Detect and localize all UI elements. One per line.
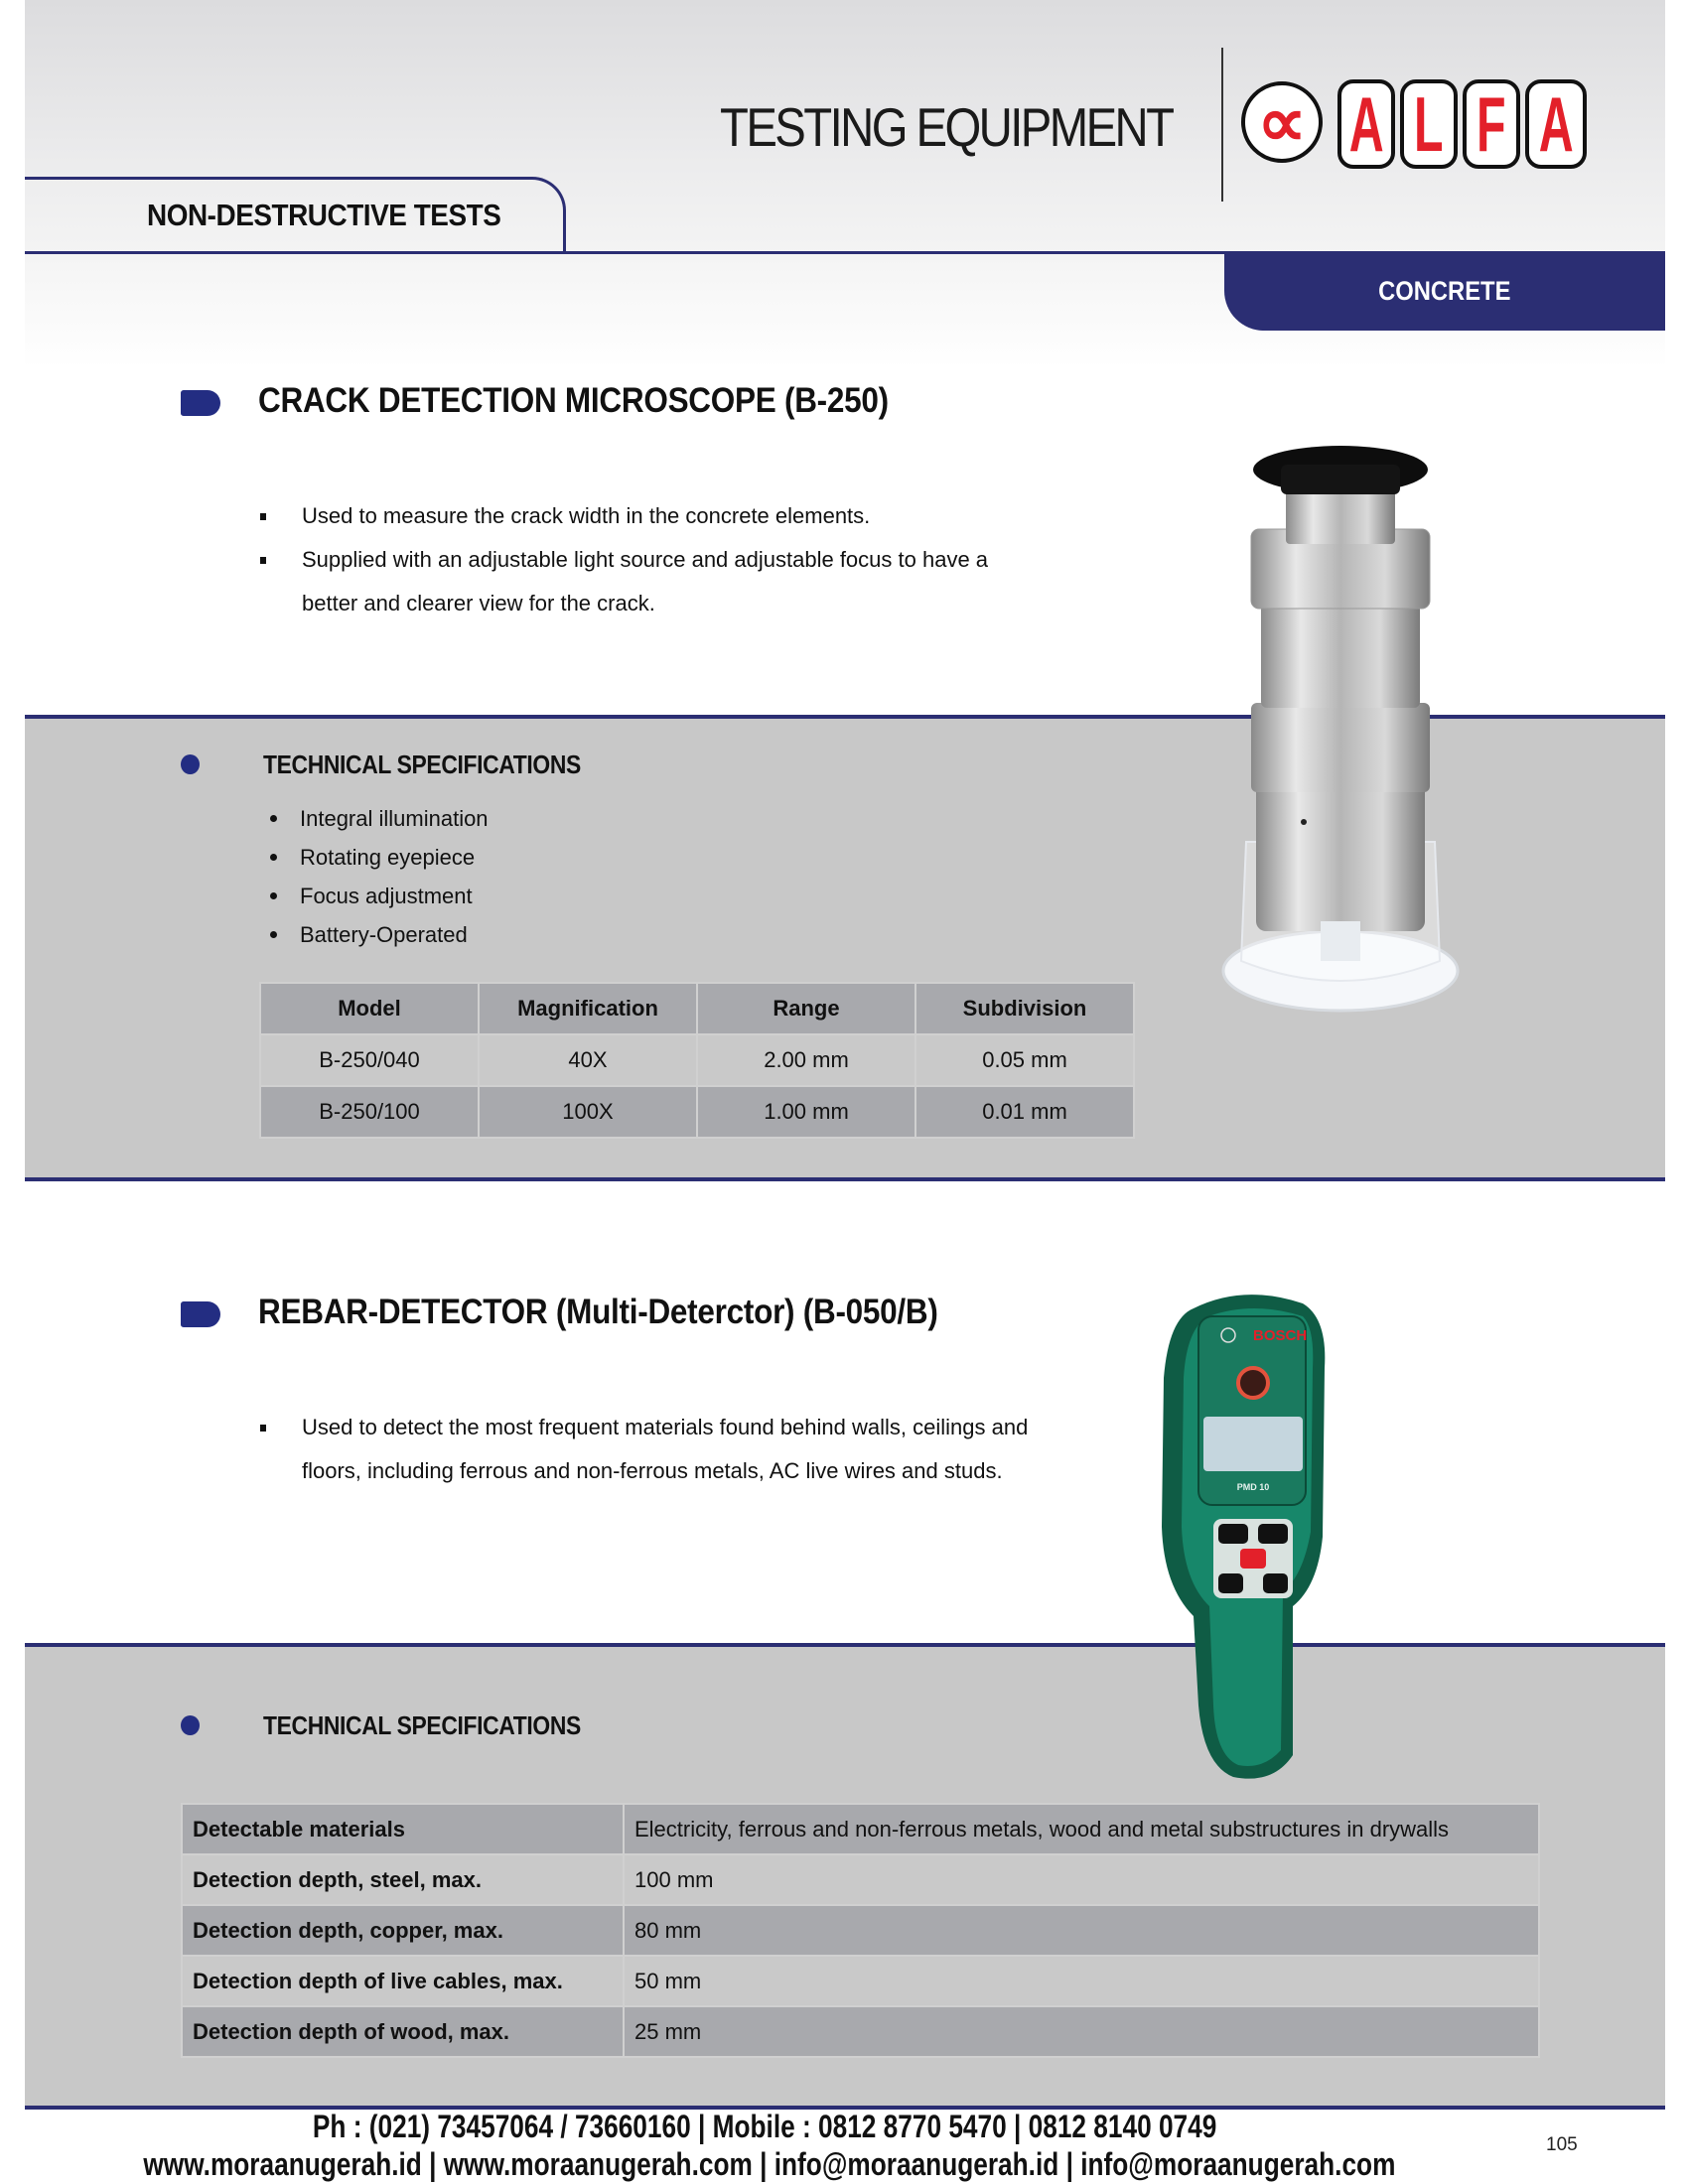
detector-button [1218,1573,1243,1593]
header-divider [1221,48,1223,202]
page-number: 105 [1546,2134,1578,2155]
spec-label: Detectable materials [182,1804,624,1854]
table-cell: 0.05 mm [915,1034,1134,1086]
feature-list [268,799,489,954]
table-row [182,1956,1539,2006]
alfa-logo [1241,79,1589,171]
feature-item: Focus adjustment [268,877,489,915]
spec-label: Detection depth of wood, max. [182,2006,624,2057]
spec-label: Detection depth, steel, max. [182,1854,624,1905]
microscope-lower-body [1256,782,1425,931]
spec-value: Electricity, ferrous and non-ferrous metals, wood and metal substructures in drywalls [624,1804,1539,1854]
table-header: Magnification [479,983,697,1034]
footer-contact-web: www.moraanugerah.id | www.moraanugerah.com | info@moraanugerah.id | info@moraanugerah.com [143,2146,1396,2182]
table-row [182,1905,1539,1956]
header-rule [25,251,1226,254]
table-cell: B-250/100 [260,1086,479,1138]
description-item: Used to measure the crack width in the concrete elements. [260,494,995,538]
detector-screen [1203,1417,1303,1471]
description-item: Used to detect the most frequent materials found behind walls, ceilings and floors, including ferrous and non-ferrous metals, AC live wires and studs. [260,1406,1035,1493]
alpha-symbol-icon: ∝ [1241,81,1323,163]
product-title: REBAR-DETECTOR (Multi-Deterctor) (B-050/B) [258,1293,938,1331]
table-row [260,1034,1134,1086]
description-item: Supplied with an adjustable light source and adjustable focus to have a better and clearer view for the crack. [260,538,995,625]
logo-letter: A [1525,79,1587,169]
rebar-detector-image [1154,1289,1337,1782]
power-button-icon [1240,1549,1266,1569]
table-row [182,2006,1539,2057]
category-tab: CONCRETE [1224,251,1665,331]
section-marker-icon [181,1301,220,1327]
feature-item: Integral illumination [268,799,489,838]
model-table [259,982,1135,1139]
table-cell: B-250/040 [260,1034,479,1086]
table-header: Range [697,983,915,1034]
detector-button [1263,1573,1288,1593]
table-header: Subdivision [915,983,1134,1034]
table-cell: 40X [479,1034,697,1086]
table-cell: 2.00 mm [697,1034,915,1086]
spec-value: 80 mm [624,1905,1539,1956]
table-cell: 100X [479,1086,697,1138]
table-cell: 1.00 mm [697,1086,915,1138]
spec-value: 50 mm [624,1956,1539,2006]
device-brand: BOSCH [1253,1327,1308,1344]
spec-label: Detection depth of live cables, max. [182,1956,624,2006]
logo-letter: A [1337,79,1395,169]
device-model: PMD 10 [1236,1482,1270,1492]
table-header-row [260,983,1134,1034]
square-bullet-icon [260,557,266,564]
microscope-image [1216,445,1465,1016]
detector-spec-table [181,1803,1540,2058]
feature-item: Rotating eyepiece [268,838,489,877]
spec-value: 25 mm [624,2006,1539,2057]
detector-button [1218,1524,1248,1544]
logo-letter: L [1400,79,1458,169]
dot-bullet-icon [181,1715,200,1735]
logo-letter: F [1463,79,1520,169]
product-description [260,494,995,625]
product-title: CRACK DETECTION MICROSCOPE (B-250) [258,381,889,420]
section-marker-icon [181,390,220,416]
product-description [260,1406,1035,1493]
footer-contact-phones: Ph : (021) 73457064 / 73660160 | Mobile : 0812 8770 5470 | 0812 8140 0749 [312,2109,1217,2144]
table-row [260,1086,1134,1138]
header-title: TESTING EQUIPMENT [720,96,1173,158]
section-tab-label: NON-DESTRUCTIVE TESTS [147,198,501,232]
table-row [182,1854,1539,1905]
detector-button [1258,1524,1288,1544]
detector-sensor [1238,1368,1268,1398]
table-header: Model [260,983,479,1034]
square-bullet-icon [260,1425,266,1432]
band-rule [25,1177,1665,1181]
spec-label: Detection depth, copper, max. [182,1905,624,1956]
feature-item: Battery-Operated [268,915,489,954]
square-bullet-icon [260,513,266,520]
table-cell: 0.01 mm [915,1086,1134,1138]
dot-bullet-icon [181,754,200,774]
spec-value: 100 mm [624,1854,1539,1905]
table-row [182,1804,1539,1854]
specs-heading: TECHNICAL SPECIFICATIONS [263,750,581,779]
specs-heading: TECHNICAL SPECIFICATIONS [263,1710,581,1740]
